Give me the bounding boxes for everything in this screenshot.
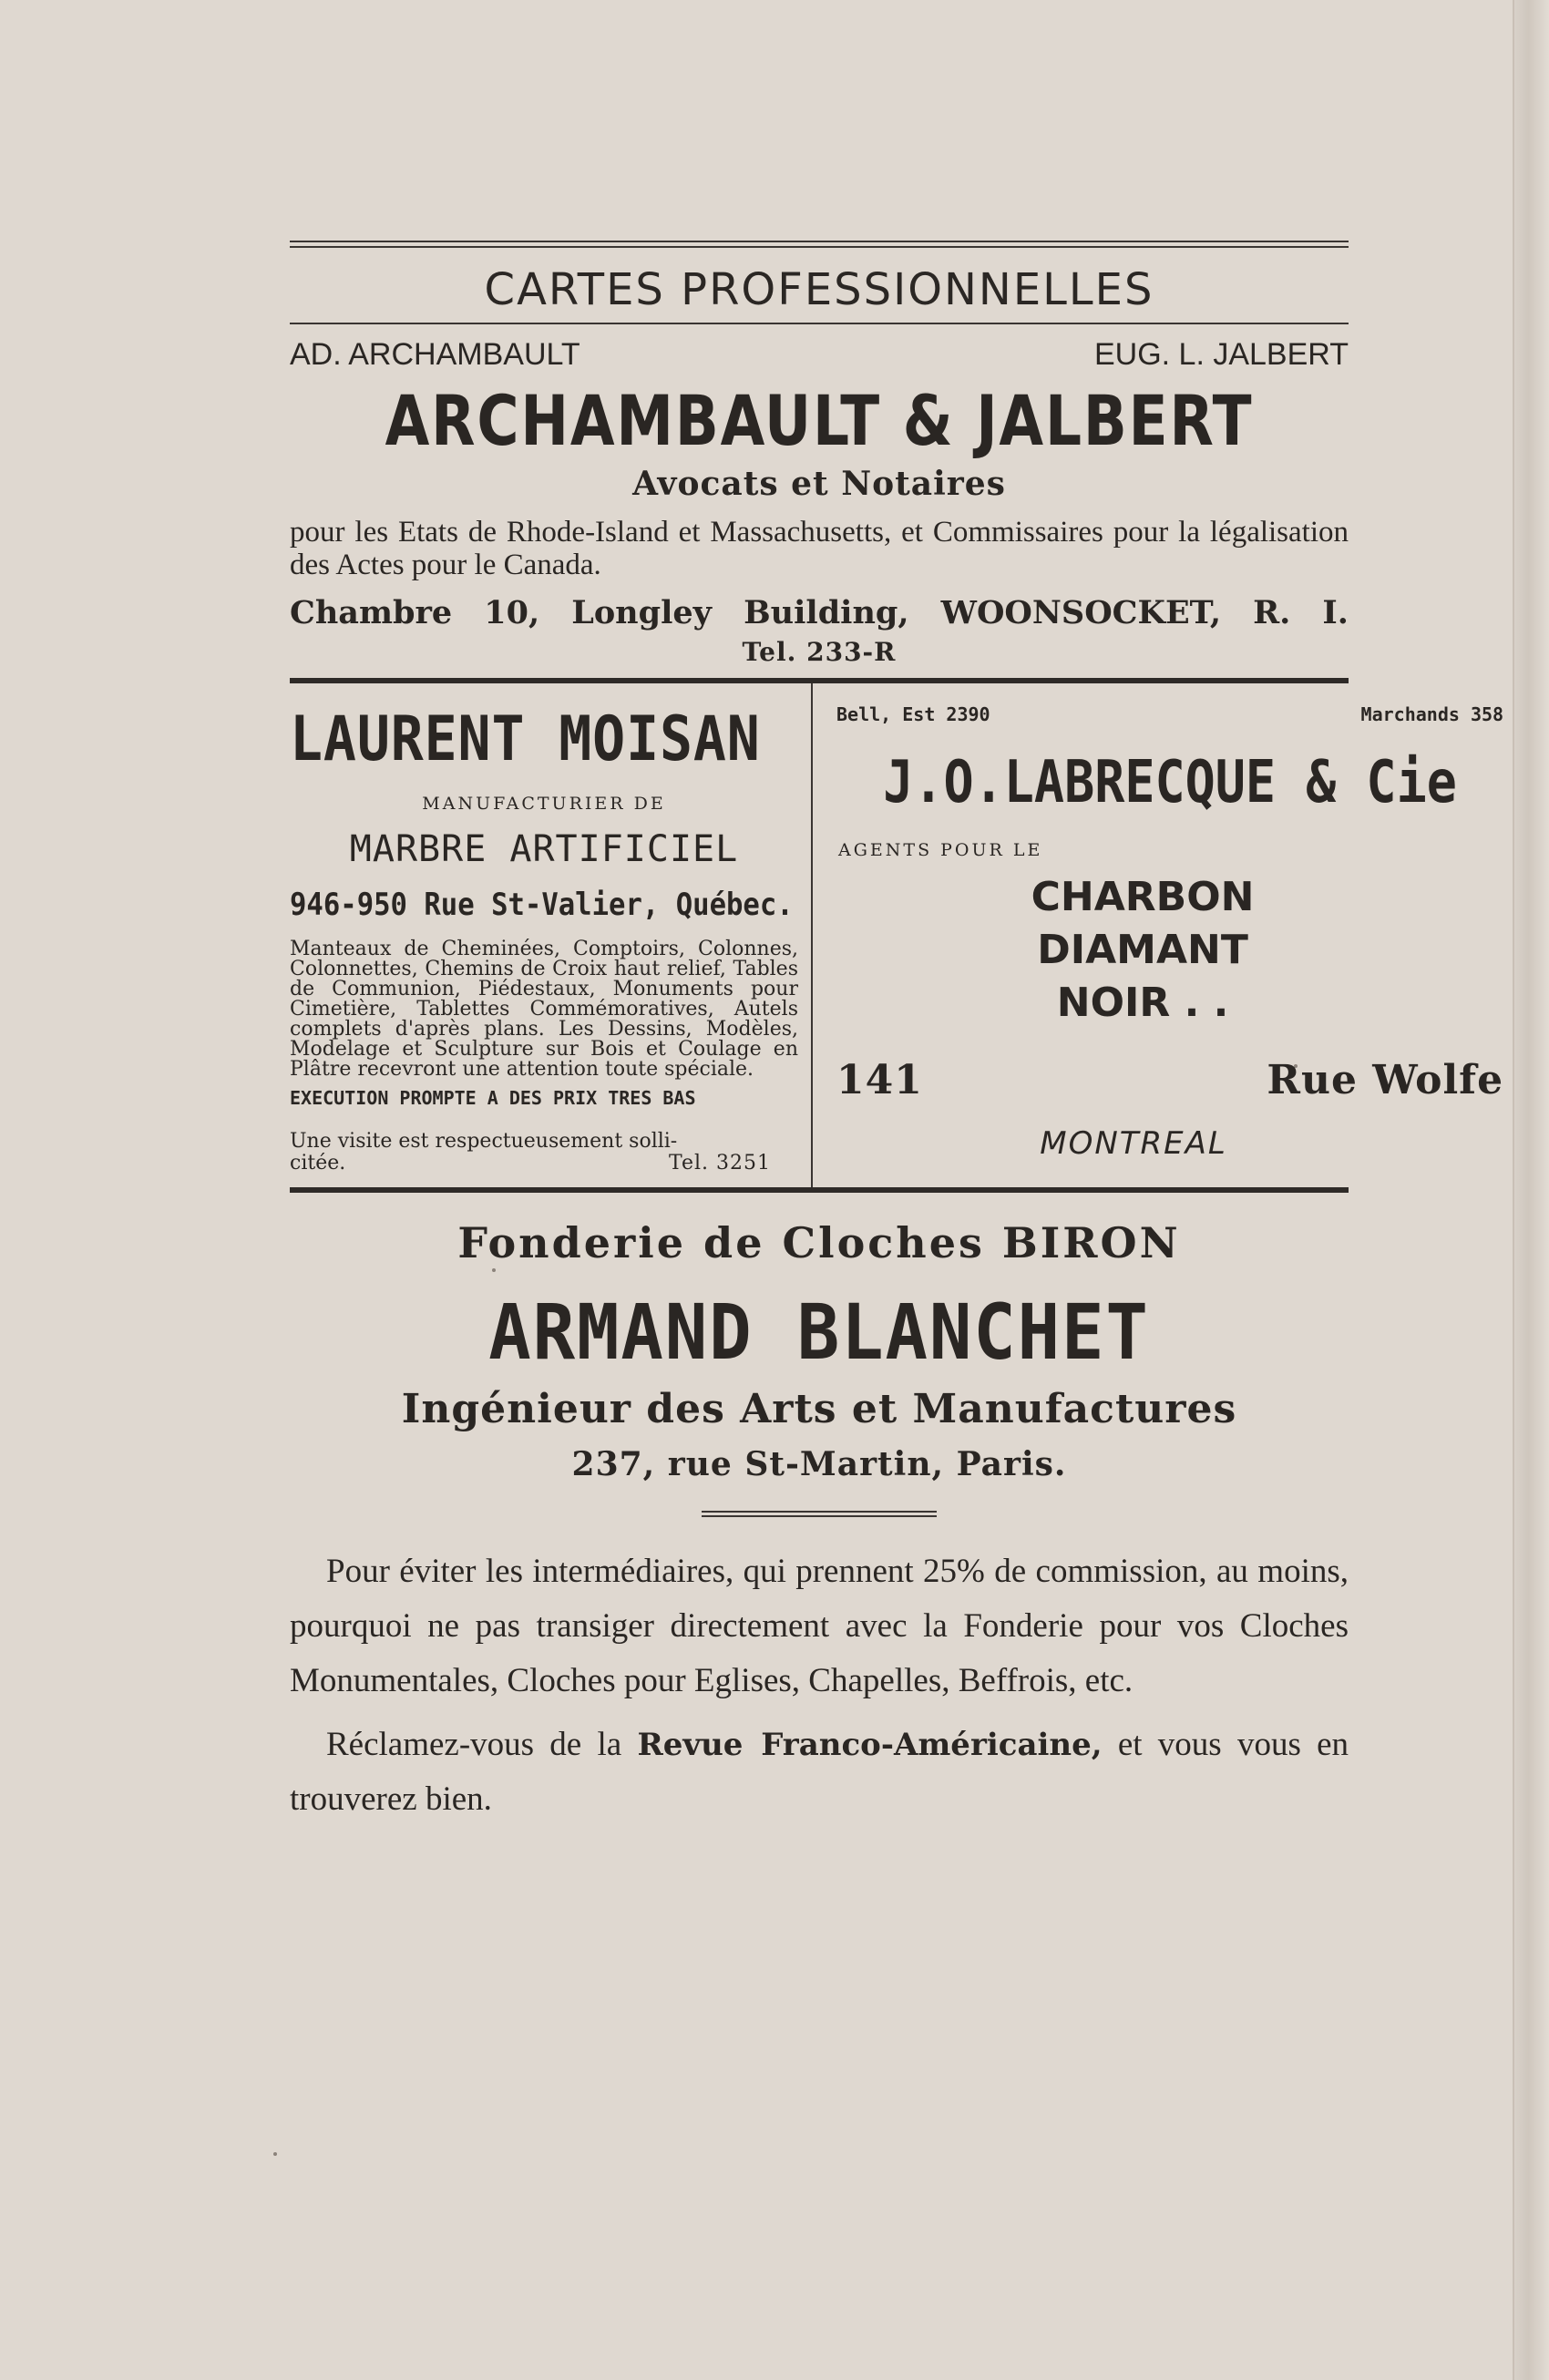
moisan-visit-line2: citée. [290, 1152, 346, 1175]
moisan-visit [290, 1131, 798, 1175]
closing-prefix: Réclamez-vous de la [326, 1726, 622, 1763]
product-line-1: CHARBON [1031, 874, 1255, 920]
labrecque-phones [836, 703, 1503, 725]
partner-names [290, 337, 1349, 373]
moisan-label: MANUFACTURIER DE [422, 794, 666, 814]
biron-paragraph: Pour éviter les intermédiaires, qui prennent 25% de commission, au moins, pourquoi ne pas transiger directement avec la Fonderie pour vos Cloches Monumentales, Cloches pour Eglises, Chapelles, Beffrois, etc. [290, 1553, 1349, 1699]
street-name: Rue Wolfe [1267, 1057, 1504, 1103]
closing-suffix: et vous vous en trouverez bien. [290, 1726, 1349, 1818]
labrecque-marchands: Marchands 358 [1360, 703, 1504, 725]
title-rule [290, 323, 1349, 324]
archambault-card [290, 337, 1349, 667]
paper-speck [273, 2152, 277, 2156]
biron-title: Ingénieur des Arts et Manufactures [401, 1386, 1237, 1432]
moisan-visit-line1: Une visite est respectueusement solli- [290, 1130, 678, 1153]
partner-left: AD. ARCHAMBAULT [290, 337, 580, 372]
biron-address: 237, rue St-Martin, Paris. [571, 1445, 1067, 1483]
moisan-visit-last [290, 1153, 798, 1175]
partner-right: EUG. L. JALBERT [1093, 337, 1349, 372]
firm-name: ARCHAMBAULT & JALBERT [385, 380, 1254, 461]
section-title: CARTES PROFESSIONNELLES [484, 264, 1154, 315]
moisan-execution: EXECUTION PROMPTE A DES PRIX TRES BAS [290, 1087, 696, 1109]
moisan-description [290, 939, 798, 1080]
firm-role: Avocats et Notaires [632, 465, 1006, 503]
labrecque-products [836, 871, 1503, 1030]
revue-name: Revue Franco-Américaine, [637, 1727, 1103, 1763]
labrecque-city: MONTREAL [1040, 1125, 1227, 1162]
labrecque-street [836, 1057, 1503, 1103]
product-line-2: DIAMANT [1037, 927, 1248, 973]
firm-description: pour les Etats de Rhode-Island et Massachusetts, et Commissaires pour la légalisation des Actes pour le Canada. [290, 516, 1349, 581]
moisan-services: Les Dessins, Modèles, Modelage et Sculpture sur Bois et Coulage en Plâtre recevront une attention toute spéciale. [290, 1018, 798, 1081]
biron-name: ARMAND BLANCHET [488, 1287, 1150, 1377]
moisan-address: 946-950 Rue St-Valier, Québec. [290, 887, 794, 923]
short-rule [702, 1511, 937, 1517]
biron-card [290, 1218, 1349, 1827]
biron-closing [290, 1718, 1349, 1827]
labrecque-bell: Bell, Est 2390 [836, 703, 990, 725]
moisan-trade: MARBRE ARTIFICIEL [349, 828, 739, 870]
page-edge [1513, 0, 1549, 2380]
labrecque-name: J.O.LABRECQUE & Cie [883, 749, 1457, 816]
page-content [290, 241, 1504, 1827]
moisan-name: LAURENT MOISAN [290, 703, 761, 775]
labrecque-agents: AGENTS POUR LE [838, 840, 1043, 860]
street-number: 141 [836, 1057, 923, 1103]
biron-heading: Fonderie de Cloches BIRON [457, 1218, 1181, 1267]
moisan-products: Manteaux de Cheminées, Comptoirs, Colonnes, Colonnettes, Chemins de Croix haut relief, Tables de Communion, Piédestaux, Monuments pour Cimetière, Tablettes Commémoratives, Autels complets d'après plans. [290, 938, 798, 1041]
top-rule [290, 241, 1349, 248]
firm-telephone: Tel. 233-R [742, 637, 897, 667]
labrecque-card [813, 683, 1503, 1187]
moisan-card [290, 683, 813, 1187]
firm-address: Chambre 10, Longley Building, WOONSOCKET, R. I. [290, 594, 1349, 631]
product-line-3: NOIR . . [1056, 980, 1229, 1026]
section-divider [290, 1187, 1349, 1193]
two-column-ads [290, 683, 1504, 1187]
moisan-telephone: Tel. 3251 [669, 1152, 771, 1175]
